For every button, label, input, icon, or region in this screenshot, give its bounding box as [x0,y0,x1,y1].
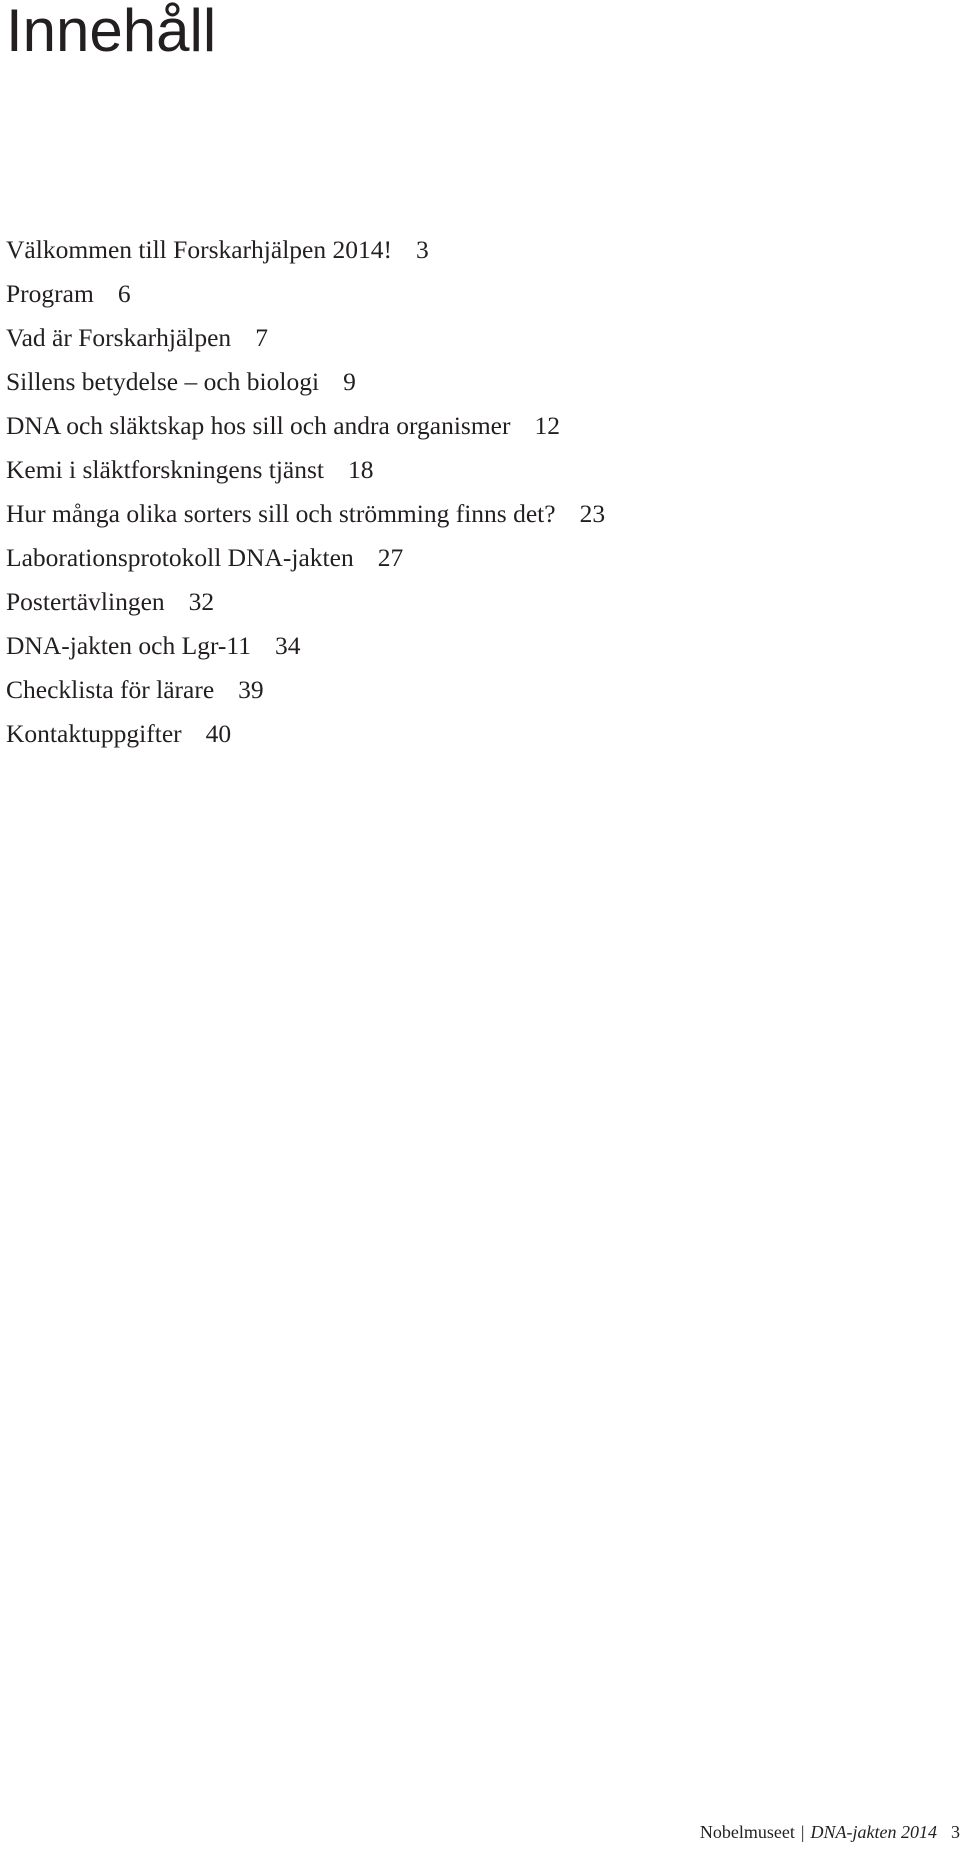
toc-item-title: Vad är Forskarhjälpen [6,323,232,352]
toc-item-page: 7 [255,323,268,352]
page-title: Innehåll [6,0,217,64]
toc-item [6,580,605,624]
toc-item-page: 40 [205,719,232,748]
toc-item-title: Kontaktuppgifter [6,719,182,748]
toc-item [6,536,605,580]
toc-item-title: Hur många olika sorters sill och strömming finns det? [6,499,556,528]
footer-separator: | [800,1822,805,1842]
toc-item [6,492,605,536]
toc-item [6,228,605,272]
toc-item-page: 39 [238,675,264,704]
footer-document-title: DNA-jakten 2014 [810,1822,937,1842]
toc-item [6,272,605,316]
toc-item-page: 3 [415,235,429,264]
toc-item [6,360,605,404]
toc-item-title: DNA-jakten och Lgr-11 [6,631,251,660]
toc-item-page: 9 [343,367,356,396]
toc-item [6,624,605,668]
toc-item-page: 34 [274,631,301,660]
footer-publisher: Nobelmuseet [699,1822,795,1842]
table-of-contents [6,228,605,756]
toc-item-title: Välkommen till Forskarhjälpen 2014! [6,235,392,264]
toc-item [6,448,605,492]
toc-item-title: Sillens betydelse – och biologi [6,367,320,396]
toc-item [6,712,605,756]
toc-item-title: Checklista för lärare [6,675,215,704]
toc-item-page: 6 [117,279,131,308]
toc-item-page: 18 [348,455,374,484]
toc-item-title: Kemi i släktforskningens tjänst [6,455,325,484]
toc-item-title: DNA och släktskap hos sill och andra organismer [6,411,511,440]
page-footer [700,1821,960,1843]
toc-item-page: 12 [534,411,560,440]
toc-item [6,316,605,360]
toc-item-page: 23 [579,499,606,528]
toc-item-page: 27 [377,543,404,572]
toc-item-title: Postertävlingen [6,587,165,616]
footer-page-number: 3 [951,1822,960,1842]
toc-item-title: Laborationsprotokoll DNA-jakten [6,543,354,572]
toc-item-page: 32 [188,587,215,616]
toc-item [6,404,605,448]
toc-item-title: Program [6,279,94,308]
toc-item [6,668,605,712]
